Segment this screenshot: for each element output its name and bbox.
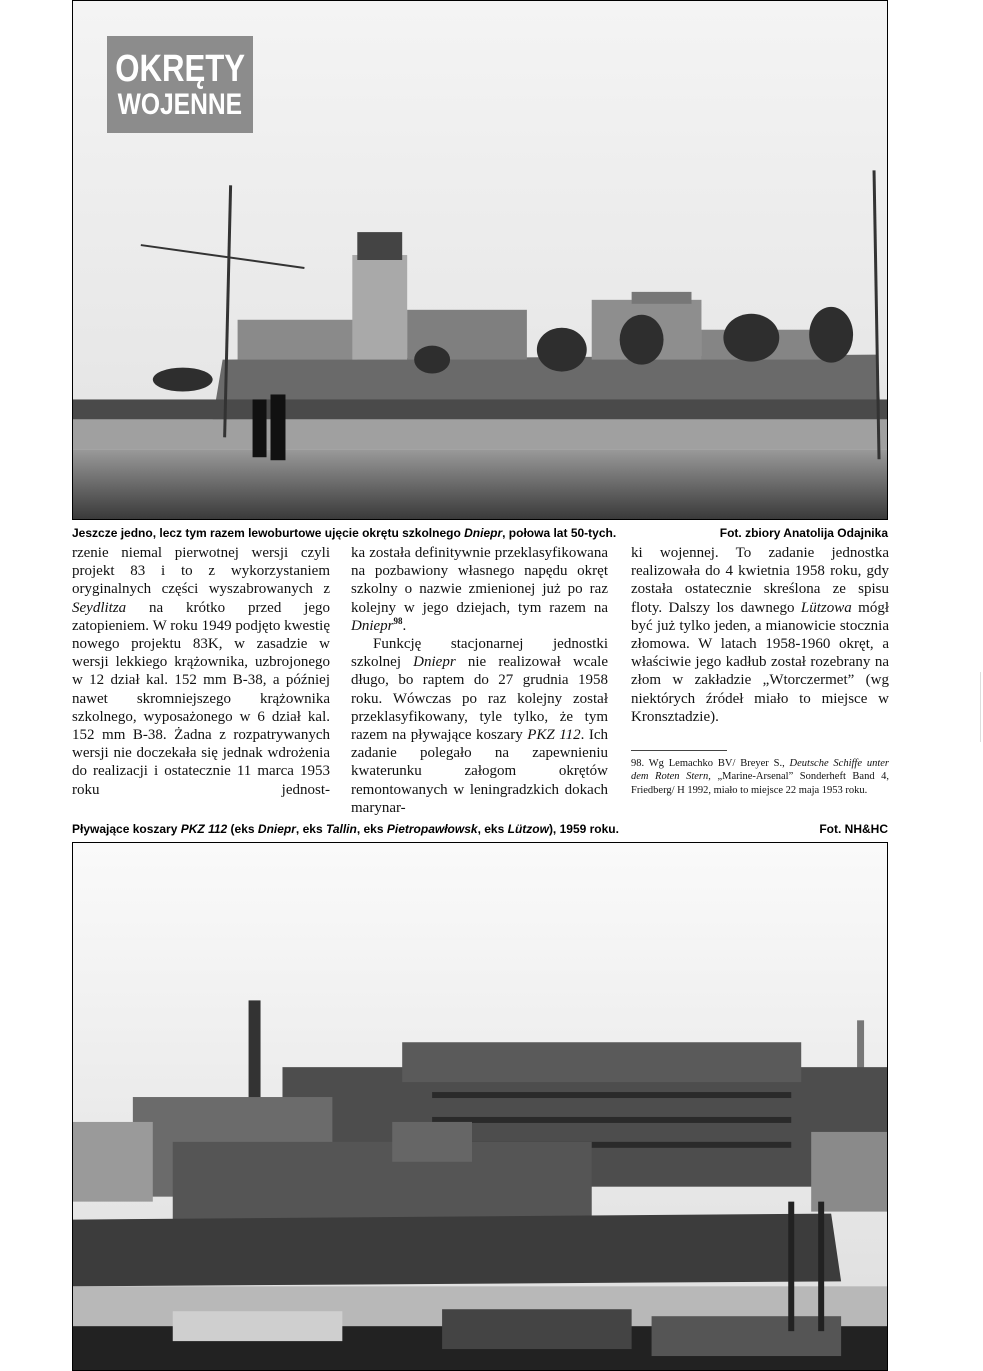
text-column-2 <box>351 544 608 817</box>
caption-top-text <box>72 526 616 540</box>
footnote-a: 98. Wg Lemachko BV/ Breyer S., <box>631 758 790 769</box>
footnote-ref-98: 98 <box>393 615 403 626</box>
caption-bottom-credit: Fot. NH&HC <box>819 822 888 836</box>
footnote-b: , „Marine-Arsenal” Sonderheft Band 4, Friedberg/ H 1992, miało to miejsce 22 maja 1953 roku. <box>631 771 890 796</box>
col2-p2-ship: Dniepr <box>413 654 456 671</box>
photo-pkz-illustration <box>73 843 887 1370</box>
caption-bottom <box>72 822 888 836</box>
col2-p2-a: Funkcję stacjonarnej jednostki szkolnej <box>351 636 608 671</box>
col2-p1-text: ka została definitywnie przeklasyfikowana na pozbawiony własnego napędu okręt szkolny o nazwie zmienionej już po raz kolejny w jego dziejach, tym razem na <box>351 545 608 616</box>
cb-c: , eks <box>295 822 326 836</box>
cb-a: Pływające koszary <box>72 822 181 836</box>
cb-d: , eks <box>356 822 387 836</box>
col1-seydlitz: Seydlitza <box>72 599 127 616</box>
footnote-divider <box>631 750 727 751</box>
col2-p2-c: . Ich zadanie polegało na zapewnieniu kwaterunku załogom okrętów remontowanych w leningradzkich dokach marynar- <box>351 727 608 816</box>
caption-top-credit: Fot. zbiory Anatolija Odajnika <box>719 526 888 540</box>
cb-b: (eks <box>227 822 258 836</box>
cb-n1: Dniepr <box>257 822 296 836</box>
col1-text-a: rzenie niemal pierwotnej wersji czyli projekt 83 i to z wykorzystaniem oryginalnych części wyszabrowanych z <box>72 545 330 598</box>
logo-line-2: WOJENNE <box>117 87 243 121</box>
magazine-logo <box>107 36 253 133</box>
text-column-3 <box>631 544 889 726</box>
logo-line-1: OKRĘTY <box>115 47 245 90</box>
col2-p2-b: nie realizował wcale długo, bo raptem do 27 grudnia 1958 roku. Wówczas po raz kolejny został przeklasyfikowany, tyle tylko, że tym razem na pływające koszary <box>351 654 608 744</box>
caption-top <box>72 526 888 540</box>
cb-pkz: PKZ 112 <box>180 822 228 836</box>
cb-e: , eks <box>477 822 508 836</box>
col2-p1-end: . <box>402 617 407 634</box>
cb-f: ), 1959 roku. <box>548 822 619 836</box>
col2-p1-ship: Dniepr <box>351 617 394 634</box>
caption-top-ship: Dniepr <box>464 526 503 540</box>
col3-paragraph <box>631 544 889 726</box>
col3-text-a: ki wojennej. To zadanie jednostka realizowała do 4 kwietnia 1958 roku, gdy została ostatecznie skreślona ze spisu floty. Dalszy los dawnego <box>631 545 889 616</box>
col1-paragraph <box>72 544 330 799</box>
footnote-98 <box>631 757 889 797</box>
cb-n4: Lützow <box>507 822 549 836</box>
text-column-1 <box>72 544 330 799</box>
col2-paragraph-2 <box>351 635 608 817</box>
cb-n2: Tallin <box>325 822 357 836</box>
page-edge-mark <box>980 672 981 742</box>
photo-pkz-112-barracks <box>72 842 888 1371</box>
footnote-title: Deutsche Schiffe unter dem Roten Stern <box>631 758 889 783</box>
col2-p2-pkz: PKZ 112 <box>527 727 581 744</box>
col2-paragraph-1 <box>351 544 608 635</box>
col3-lutzow: Lützowa <box>800 599 852 616</box>
caption-bottom-text <box>72 822 619 836</box>
caption-top-before: Jeszcze jedno, lecz tym razem lewoburtowe ujęcie okrętu szkolnego <box>72 526 465 540</box>
cb-n3: Pietropawłowsk <box>386 822 478 836</box>
col1-text-b: na krótko przed jego zatopieniem. W roku 1949 podjęto kwestię nowego projektu 83K, w zasadzie w wersji lekkiego krążownika, uzbrojonego w 12 dział kal. 152 mm B-38, a później nawet skromniejszego krążownika szkolnego, wyposażonego w 6 dział kal. 152 mm B-38. Żadna z rozpatrywanych wersji nie doczekała się jednak wdrożenia do realizacji i ostatecznie 11 marca 1953 roku jednost- <box>72 599 330 798</box>
col3-text-b: mógł być już tylko jeden, a mianowicie stocznia złomowa. W latach 1958-1960 okręt, a właściwie jego kadłub został rozebrany na złom w zakładzie „Wtorczermet” (wg niektórych źródeł miało to miejsce w Kronsztadzie). <box>631 599 889 725</box>
caption-top-after: , połowa lat 50-tych. <box>502 526 617 540</box>
